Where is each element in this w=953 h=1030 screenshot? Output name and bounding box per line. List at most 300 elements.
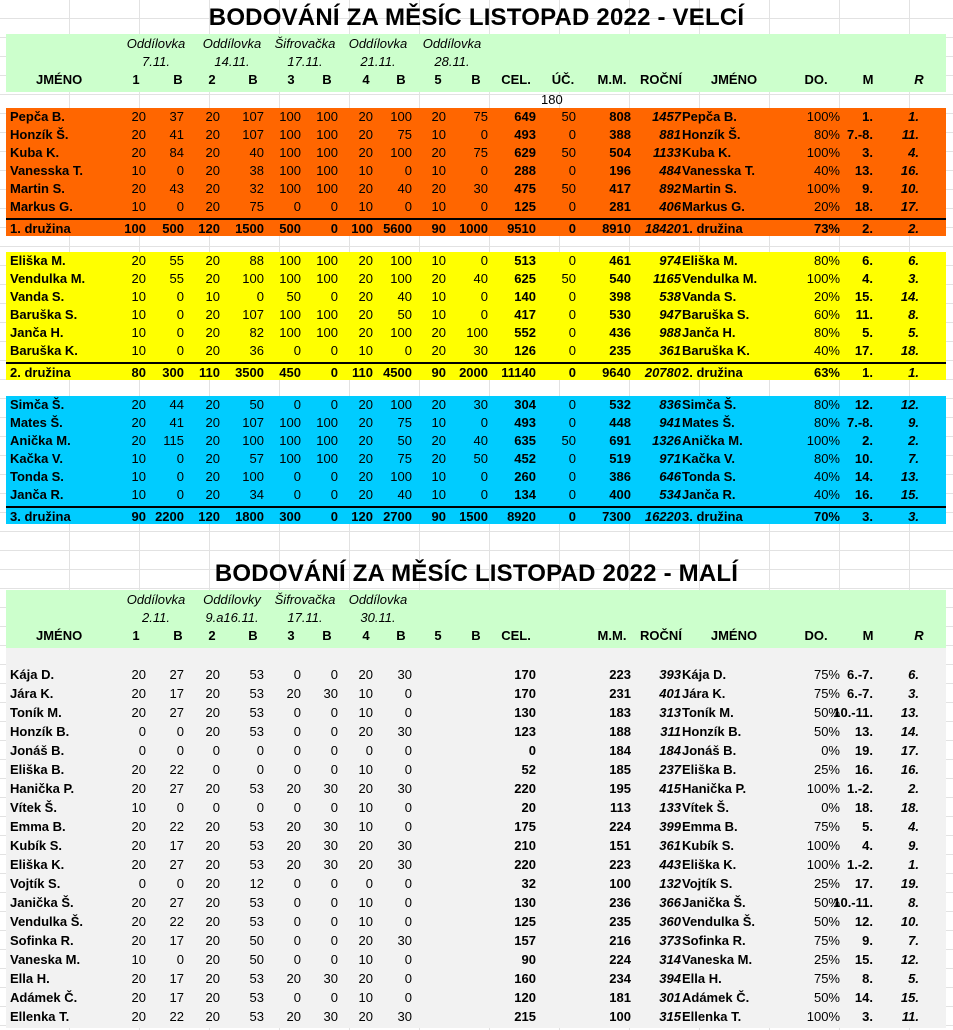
cell: Eliška M. <box>682 253 738 268</box>
cell: 41 <box>169 415 184 430</box>
cell: 20 <box>205 451 220 466</box>
cell: 436 <box>609 325 631 340</box>
cell: 0 <box>480 253 488 268</box>
cell: 10 <box>131 199 146 214</box>
cell: 0 <box>176 952 184 967</box>
cell: 313 <box>659 705 681 720</box>
event-name: Oddílovka <box>202 36 262 51</box>
cell: 10 <box>358 952 373 967</box>
cell: 625 <box>514 271 536 286</box>
cell: 50% <box>813 724 840 739</box>
cell: 50 <box>561 271 576 286</box>
cell: 100% <box>806 838 840 853</box>
cell: 100 <box>390 325 412 340</box>
cell: 0 <box>330 743 338 758</box>
cell: 1500 <box>235 221 264 236</box>
cell: 0 <box>568 307 576 322</box>
cell: 157 <box>514 933 536 948</box>
cell: 75 <box>397 127 412 142</box>
cell: 2200 <box>155 509 184 524</box>
cell: 110 <box>352 365 373 380</box>
cell: 50 <box>249 952 264 967</box>
cell: Vítek Š. <box>682 800 729 815</box>
cell: 27 <box>169 705 184 720</box>
cell: 8910 <box>602 221 631 236</box>
cell: 10 <box>131 307 146 322</box>
cell: 40 <box>473 271 488 286</box>
cell: 10 <box>358 163 373 178</box>
cell: 53 <box>249 1009 264 1024</box>
cell: 30 <box>397 781 412 796</box>
cell: 224 <box>609 819 631 834</box>
cell: Toník M. <box>682 705 734 720</box>
cell: 100 <box>466 325 488 340</box>
member-row[interactable] <box>6 666 946 684</box>
team-total-row[interactable] <box>6 362 946 382</box>
cell: 14. <box>854 469 873 484</box>
cell: 181 <box>609 990 631 1005</box>
cell: 300 <box>279 509 301 524</box>
cell: 10 <box>431 289 446 304</box>
cell: Kačka V. <box>682 451 736 466</box>
cell: 43 <box>169 181 184 196</box>
cell: 16220 <box>644 509 681 524</box>
cell: 100 <box>279 163 301 178</box>
cell: Ellenka T. <box>682 1009 742 1024</box>
cell: 2. družina <box>10 365 71 380</box>
cell: Eliška M. <box>10 253 66 268</box>
cell: 6. <box>862 253 873 268</box>
member-row[interactable] <box>6 306 946 324</box>
cell: 50 <box>561 109 576 124</box>
cell: 40 <box>397 181 412 196</box>
cell: 17 <box>169 838 184 853</box>
cell: Sofinka R. <box>10 933 74 948</box>
cell: 20 <box>205 914 220 929</box>
cell: 4. <box>908 819 919 834</box>
cell: 53 <box>249 971 264 986</box>
cell: 30 <box>323 971 338 986</box>
cell: 6. <box>908 667 919 682</box>
cell: Janička Š. <box>682 895 746 910</box>
cell: Janča H. <box>682 325 736 340</box>
cell: Vojtík S. <box>10 876 61 891</box>
cell: 80% <box>813 397 840 412</box>
event-name: Oddílovka <box>422 36 482 51</box>
cell: 133 <box>659 800 681 815</box>
member-row[interactable] <box>6 396 946 414</box>
cell: 534 <box>659 487 681 502</box>
cell: 19. <box>854 743 873 758</box>
cell: 50 <box>561 181 576 196</box>
member-row[interactable] <box>6 913 946 931</box>
cell: 10 <box>358 800 373 815</box>
member-row[interactable] <box>6 324 946 342</box>
cell: 224 <box>609 952 631 967</box>
cell: 311 <box>660 724 681 739</box>
cell: 0 <box>176 469 184 484</box>
member-row[interactable] <box>6 1008 946 1026</box>
member-row[interactable] <box>6 989 946 1007</box>
cell: 75% <box>813 667 840 682</box>
cell: 160 <box>514 971 536 986</box>
cell: 100 <box>279 181 301 196</box>
cell: 11. <box>855 307 873 322</box>
cell: 40 <box>397 289 412 304</box>
column-header: R <box>914 628 924 643</box>
cell: 0 <box>293 469 301 484</box>
member-row[interactable] <box>6 450 946 468</box>
cell: Markus G. <box>682 199 745 214</box>
cell: 288 <box>514 163 536 178</box>
member-row[interactable] <box>6 685 946 703</box>
cell: 0 <box>330 933 338 948</box>
cell: 170 <box>514 667 536 682</box>
member-row[interactable] <box>6 818 946 836</box>
cell: 0 <box>404 952 412 967</box>
cell: 17. <box>900 743 919 758</box>
cell: Eliška B. <box>682 762 737 777</box>
cell: 0 <box>568 509 576 524</box>
member-row[interactable] <box>6 270 946 288</box>
cell: 0 <box>176 800 184 815</box>
cell: 10.-11. <box>833 705 873 720</box>
cell: 82 <box>249 325 264 340</box>
cell: 0 <box>480 163 488 178</box>
column-header: M.M. <box>597 628 627 643</box>
cell: 53 <box>249 838 264 853</box>
cell: 18. <box>900 343 919 358</box>
cell: Pepča B. <box>682 109 737 124</box>
cell: Mates Š. <box>10 415 63 430</box>
team-total-row[interactable] <box>6 506 946 526</box>
cell: 10 <box>131 952 146 967</box>
cell: Vojtík S. <box>682 876 733 891</box>
cell: Vendulka Š. <box>682 914 755 929</box>
cell: 130 <box>514 895 536 910</box>
cell: 10 <box>431 127 446 142</box>
column-header: M <box>862 72 874 87</box>
cell: 10 <box>131 487 146 502</box>
member-row[interactable] <box>6 108 946 126</box>
cell: 125 <box>514 199 536 214</box>
cell: 20 <box>286 857 301 872</box>
cell: 9. <box>908 415 919 430</box>
member-row[interactable] <box>6 704 946 722</box>
cell: Martin S. <box>10 181 65 196</box>
cell: 20 <box>358 415 373 430</box>
member-row[interactable] <box>6 252 946 270</box>
cell: 20 <box>431 343 446 358</box>
cell: 20 <box>205 971 220 986</box>
cell: 53 <box>249 895 264 910</box>
cell: Pepča B. <box>10 109 65 124</box>
cell: 4500 <box>383 365 412 380</box>
cell: 20 <box>205 343 220 358</box>
cell: 134 <box>514 487 536 502</box>
cell: 100 <box>279 433 301 448</box>
cell: 126 <box>514 343 536 358</box>
cell: 20 <box>205 933 220 948</box>
cell: 10 <box>358 990 373 1005</box>
cell: 53 <box>249 686 264 701</box>
cell: 0 <box>176 487 184 502</box>
cell: 0 <box>568 343 576 358</box>
cell: 0 <box>330 343 338 358</box>
cell: 1. družina <box>682 221 743 236</box>
cell: 0 <box>176 343 184 358</box>
cell: 484 <box>659 163 681 178</box>
cell: 20 <box>205 271 220 286</box>
cell: 500 <box>279 221 301 236</box>
cell: 4. <box>862 271 873 286</box>
cell: 20 <box>358 667 373 682</box>
cell: 20 <box>286 781 301 796</box>
column-header: 2 <box>208 72 216 87</box>
cell: 20 <box>205 895 220 910</box>
cell: 443 <box>659 857 681 872</box>
cell: 20 <box>358 145 373 160</box>
cell: 452 <box>514 451 536 466</box>
cell: 17 <box>169 933 184 948</box>
column-header: M.M. <box>597 72 627 87</box>
member-row[interactable] <box>6 468 946 486</box>
member-row[interactable] <box>6 288 946 306</box>
cell: 12. <box>854 914 873 929</box>
cell: 0 <box>293 990 301 1005</box>
cell: 12 <box>249 876 264 891</box>
cell: 401 <box>659 686 681 701</box>
cell: 13. <box>854 724 873 739</box>
member-row[interactable] <box>6 894 946 912</box>
cell: 20 <box>431 397 446 412</box>
cell: Baruška K. <box>682 343 750 358</box>
cell: 17 <box>169 971 184 986</box>
member-row[interactable] <box>6 970 946 988</box>
member-row[interactable] <box>6 486 946 504</box>
cell: Vanesska T. <box>682 163 755 178</box>
cell: 0 <box>480 415 488 430</box>
cell: 53 <box>249 857 264 872</box>
member-row[interactable] <box>6 951 946 969</box>
cell: 0 <box>568 253 576 268</box>
member-row[interactable] <box>6 198 946 216</box>
cell: 10 <box>131 343 146 358</box>
cell: 0 <box>212 762 220 777</box>
cell: 30 <box>323 838 338 853</box>
member-row[interactable] <box>6 414 946 432</box>
cell: 0 <box>293 397 301 412</box>
member-row[interactable] <box>6 180 946 198</box>
cell: 260 <box>514 469 536 484</box>
cell: 20 <box>286 838 301 853</box>
cell: 0 <box>330 667 338 682</box>
cell: 0 <box>404 914 412 929</box>
cell: 20 <box>358 487 373 502</box>
cell: 0 <box>293 724 301 739</box>
cell: 100 <box>390 145 412 160</box>
cell: 3. <box>908 509 919 524</box>
cell: 10 <box>431 307 446 322</box>
cell: 20 <box>131 686 146 701</box>
cell: 30 <box>323 857 338 872</box>
cell: 100 <box>609 1009 631 1024</box>
cell: 196 <box>609 163 631 178</box>
cell: 50% <box>813 895 840 910</box>
cell: 10 <box>358 914 373 929</box>
cell: 892 <box>659 181 681 196</box>
cell: 1000 <box>459 221 488 236</box>
cell: 20 <box>131 838 146 853</box>
cell: 100 <box>316 451 338 466</box>
cell: 50 <box>249 397 264 412</box>
cell: 20 <box>205 199 220 214</box>
member-row[interactable] <box>6 780 946 798</box>
cell: 20 <box>131 181 146 196</box>
cell: Honzík B. <box>682 724 742 739</box>
cell: 0 <box>480 199 488 214</box>
cell: 0 <box>480 127 488 142</box>
cell: 20 <box>131 990 146 1005</box>
cell: 0 <box>568 365 576 380</box>
cell: 20 <box>205 952 220 967</box>
cell: 13. <box>900 705 919 720</box>
cell: 974 <box>659 253 681 268</box>
cell: Emma B. <box>10 819 66 834</box>
cell: 120 <box>514 990 536 1005</box>
column-header: DO. <box>804 72 828 87</box>
cell: 107 <box>242 127 264 142</box>
cell: 90 <box>431 365 446 380</box>
cell: 40% <box>813 469 840 484</box>
cell: 100 <box>316 307 338 322</box>
velci-header <box>6 34 946 92</box>
member-row[interactable] <box>6 742 946 760</box>
member-row[interactable] <box>6 144 946 162</box>
member-row[interactable] <box>6 126 946 144</box>
cell: 20 <box>358 451 373 466</box>
event-date: 7.11. <box>142 54 170 69</box>
cell: 18. <box>854 199 873 214</box>
cell: 9. <box>862 933 873 948</box>
cell: 3. <box>862 509 873 524</box>
cell: 13. <box>854 163 873 178</box>
member-row[interactable] <box>6 932 946 950</box>
cell: 100 <box>316 163 338 178</box>
cell: 20 <box>205 857 220 872</box>
cell: 0 <box>404 705 412 720</box>
cell: 20 <box>286 819 301 834</box>
cell: 100 <box>316 415 338 430</box>
cell: 20 <box>431 181 446 196</box>
cell: 394 <box>659 971 681 986</box>
cell: 20% <box>813 289 840 304</box>
cell: 448 <box>609 415 631 430</box>
member-row[interactable] <box>6 761 946 779</box>
cell: Ella H. <box>10 971 50 986</box>
cell: 0 <box>404 971 412 986</box>
cell: 0 <box>568 397 576 412</box>
cell: 10 <box>358 705 373 720</box>
cell: 20 <box>431 145 446 160</box>
column-header: 3 <box>287 72 295 87</box>
cell: 20 <box>358 971 373 986</box>
cell: 0 <box>404 199 412 214</box>
column-header: B <box>248 72 258 87</box>
member-row[interactable] <box>6 799 946 817</box>
member-row[interactable] <box>6 856 946 874</box>
cell: 100 <box>279 415 301 430</box>
cell: Emma B. <box>682 819 738 834</box>
cell: 0 <box>330 289 338 304</box>
column-header: JMÉNO <box>710 628 758 643</box>
cell: 20 <box>131 895 146 910</box>
cell: 50 <box>397 433 412 448</box>
cell: 0 <box>176 724 184 739</box>
cell: 1. <box>862 109 873 124</box>
cell: 19. <box>900 876 919 891</box>
cell: 20 <box>431 109 446 124</box>
cell: 100 <box>316 127 338 142</box>
cell: 27 <box>169 781 184 796</box>
cell: 20 <box>358 397 373 412</box>
cell: 53 <box>249 990 264 1005</box>
cell: 9. <box>862 181 873 196</box>
cell: 100 <box>279 109 301 124</box>
member-row[interactable] <box>6 432 946 450</box>
cell: Kuba K. <box>682 145 732 160</box>
uc-note: 180 <box>541 92 563 107</box>
cell: 140 <box>514 289 536 304</box>
cell: Honzík Š. <box>10 127 69 142</box>
cell: 38 <box>249 163 264 178</box>
cell: 0 <box>293 952 301 967</box>
cell: 75% <box>813 686 840 701</box>
cell: 100 <box>609 876 631 891</box>
member-row[interactable] <box>6 875 946 893</box>
team-total-row[interactable] <box>6 218 946 238</box>
event-date: 17.11. <box>287 54 323 69</box>
cell: 36 <box>249 343 264 358</box>
cell: 12. <box>900 952 919 967</box>
member-row[interactable] <box>6 162 946 180</box>
cell: 32 <box>521 876 536 891</box>
cell: 53 <box>249 914 264 929</box>
cell: 130 <box>514 705 536 720</box>
cell: 20 <box>205 127 220 142</box>
cell: 2. <box>862 433 873 448</box>
cell: Mates Š. <box>682 415 735 430</box>
cell: 0% <box>821 800 840 815</box>
cell: 20 <box>431 433 446 448</box>
member-row[interactable] <box>6 723 946 741</box>
cell: 100 <box>351 221 373 236</box>
cell: 0 <box>176 451 184 466</box>
cell: Vendulka M. <box>10 271 86 286</box>
member-row[interactable] <box>6 837 946 855</box>
cell: 16. <box>900 163 919 178</box>
event-date: 14.11. <box>214 54 250 69</box>
cell: 0 <box>568 325 576 340</box>
cell: 100 <box>242 271 264 286</box>
cell: 20 <box>205 705 220 720</box>
cell: 20 <box>205 253 220 268</box>
cell: 0 <box>404 876 412 891</box>
cell: Toník M. <box>10 705 62 720</box>
member-row[interactable] <box>6 342 946 360</box>
cell: 80% <box>813 127 840 142</box>
cell: 100 <box>124 221 146 236</box>
